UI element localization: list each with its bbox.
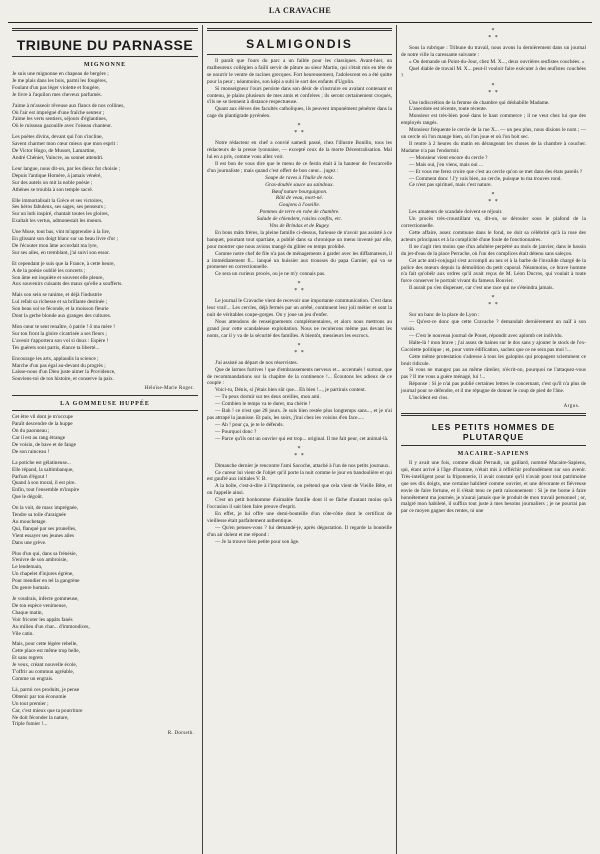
poem-line: Un tout premier ; [12,700,49,707]
poem-line: S'enivre de son ambroisie, [12,557,68,564]
paragraph: J'ai assisté au départ de nos réservistes. [215,359,298,366]
poem-line: André Chénier, Vaincre, au sonnet attendri. [12,154,104,161]
column-3 [396,25,590,854]
poem-line: Quand à son moral, il est pire. [12,480,76,487]
separator-stars: * * * [294,281,305,295]
poem-title-mignonne: MIGNONNE [83,62,127,68]
poem-line: Sur ton front la gloire cicatrisée a ses fleurs ; [12,330,107,337]
paragraph: — Comment donc ! J'y vais bien, au cercle, puisque tu ma trouves rond. [409,175,562,182]
poem-line: Qui, flanqué par ses prunelles, [12,525,77,532]
section-title-tribune: TRIBUNE DU PARNASSE [16,37,194,53]
poem-line: Du genre humain. [12,585,51,592]
poem-line: Tendre sa toile d'araignée [12,512,66,519]
section-title-plutarque: LES PETITS HOMMES DE PLUTARQUE [431,421,556,442]
poem-line: Une Muse, tout bas, vint m'apprendre à la lire, [12,229,111,236]
column-2 [202,25,396,854]
poem-line: Obtenir par ton économie [12,693,67,700]
masthead-title: LA CRAVACHE [268,6,332,15]
poem-line: Chaque matin, [12,609,43,616]
paragraph: Ce cureur lui vient de l'objet qu'il porte la nuit comme le jour en bandoulière et qui est gaufré aux initiales V. B. [207,469,392,483]
poem-line: Exaltait les vertus, admonestait les mœurs. [12,218,103,225]
poem-line: Ses héros fabuleux, ses sages, ses penseurs ; [12,204,106,211]
poem-line: Au mouchetage. [12,518,47,525]
poem-line: Mon cœur te sent renaître, ô patrie ! ô ma mère ! [12,324,115,330]
paragraph: Quant aux élèves des facultés catholiques, ils peuvent impunément pénétrer dans la cage du plantigrade pyrénéen. [207,106,392,120]
poem-line: Parfum d'égout ! [12,473,48,480]
article-block [401,45,586,80]
divider [12,28,198,31]
divider [12,410,198,411]
paragraph: Que de larmes furtives ! que d'embrassements nerveux et... accentués ! surtout, que de recommandations sur la chapitre de la continence !... Écoutons les adieux de ce couple : [207,366,392,387]
paragraph: Nous attendons de renseignements complémentaires, et alors nous mettrons au grand jour cette scandaleuse exploitation. Nous ne reculerons même pas devant les noms, car il y va de la sécurité des familles. A bientôt, messieurs les escrocs. [207,319,392,339]
menu-item: Pommes de terre en robe de chambre. [259,209,340,216]
paragraph: Sur un banc de la place de Lyon : [409,312,480,319]
article-block [207,140,392,175]
poem-line: A de la poésie oublié les concerts ; [12,267,86,274]
columns [8,25,592,854]
paragraph: Réponse : Si je n'ai pas publié certaines lettres le concernant, c'est qu'il n'a plus de journal pour se défendre, et il me répugne de donner le coup de pied de l'âne. [401,381,586,395]
poem-line: Dont la gerbe blonde aux granges des cultures. [12,313,112,320]
paragraph: Comme notre chef de file n'a pas de ménagements à garder avec les diffamateurs, il a immédiatement fi... lanqué un huissier aux trousses du papa Garnier, qui va se promener en correctionnelle. [207,250,392,271]
paragraph: Ce n'est pas spirituel, mais c'est nature. [409,182,492,189]
article-block [207,230,392,278]
masthead [8,0,592,23]
paragraph: Si monseigneur l'ours persiste dans son désir de s'instruire en avalant contenant et contenu, je plains plusieurs de mes amis et confrères ; ils seront certainement croqués, s'ils ne se tiennent à distance respectueuse. [207,85,392,106]
poem-line: T'offrir au commun agréable, [12,669,75,676]
paragraph: Monsieur fréquente le cercle de la rue X... — un peu plus, nous disions le nom ; — un cercle où l'on mange bien, où l'on joue et où l'on boit sec. [401,127,586,141]
poem-line: Leur langue, nous dit-on, par les dieux fut choisie ; [12,165,121,172]
menu-list [207,175,392,230]
paragraph: — Qu'en penses-vous ? lui demandé-je, après dégustation. Il regarde la bouteille d'un air dolent et me répond : [207,524,392,538]
paragraph: C'est un petit bonhomme d'aimable famille dont il se fâche d'autant moins qu'à l'occasion il sait bien faire preuve d'esprit. [207,497,392,511]
poem-line: Souviens-toi de ton histoire, et conserve la paix. [12,376,114,383]
poem-line: Elle immortalisait la Grèce et ses victoires, [12,197,104,204]
paragraph: En bons mâts frères, la pleine famille ci-dessus, furieuse de n'avoir pas assisté à ce banquet, pourtant tout spartiate, a publié dans sa chronique un menu inventé par elle, pour montrer que nous avions mangé du gibier en temps prohibé. [207,229,392,250]
paragraph: Une indiscrétion de la femme de chambre qui déshabille Madame. [409,99,550,106]
paragraph: Cette même protestation s'adresse à tous les galopins qui propagent sciemment ce bruit ridicule. [401,353,586,367]
paragraph: Halte-là ! mon brave ; j'ai assez de haines sur le dos sans y ajouter le stock de l'ex-Cocolette politique ; et, pour votre édification, sachez que ce ne sera pas moi !... [401,339,586,353]
separator-stars: * * * [488,28,499,41]
article-block [401,460,586,515]
poem-line: Plus d'un qui, dans sa frénésie, [12,550,77,557]
poem-line: Cet être vil dont je m'occupe [12,414,73,421]
divider [207,54,392,55]
article-signature: Argus. [563,403,580,409]
article-block [207,360,392,443]
paragraph: Il rentre à 2 heures du matin en dérangeant les choses de la chambre à coucher. Madame n'a pas l'endormir. [401,140,586,154]
paragraph: Un procès très-croustillant va, dit-on, se dérouler sous le plafond de la correctionnelle. [401,216,586,230]
poem-line: Lui refait sa richesse et sa brillante destinée ; [12,299,108,306]
poem-line: Vient essayer ses jeunes ailes [12,532,75,539]
paragraph: En effet, je lui offre une demi-bouteille d'un côte-rôtie dont le certificat de vieillesse était parfaitement authentique. [207,510,392,524]
paragraph: A la boîte, c'est-à-dire à l'imprimerie, on prétend que cela vient de Vieille Bête, et on l'appelle ainsi. [207,483,392,497]
section-title-salmigondis: SALMIGONDIS [246,37,353,51]
poem-line: De son rainceau ! [12,448,50,455]
divider [401,445,586,446]
divider [12,56,198,57]
poem-line: En glissant son doigt blanc sur un beau livre d'or ; [12,236,118,243]
article-block [207,463,392,546]
separator-stars: * * * [488,192,499,206]
poem-line: Athènes se troubla à son temple sacré. [12,186,94,193]
paragraph: Dimanche dernier je rencontre l'ami Sacoche, attaché à l'un de nos petits journaux. [215,462,390,469]
paragraph: — Combien le temps va te durer, ma chérie ! [215,401,311,408]
column-1 [8,25,202,854]
paragraph: L'incident est clos. [409,395,449,402]
paragraph: Cet acte anti-conjugal s'est accompli au nez et à la barbe de l'invalide chargé de la police des mœurs depuis la démolition du petit caporal. Néanmoins, ce brave homme n'a fait qu'obéir aux ordres qu'il avait reçus de M. Léon Ducros, qui voulait à toute force conserver le portrait vivant du fameux Bouvier. [401,257,586,285]
poem-line: Je suis une mignonne en chapeau de bergère ; [12,71,109,77]
poem-line: Je veux, créant nouvelle école, [12,662,78,669]
poem-title-gommeuse: LA GOMMEUSE HUPPÉE [60,401,150,408]
paragraph: « On demande un Point-du-Jour, chez M. X..., deux ouvrières œufistes couchées. » [409,58,585,65]
poem-line: Marche d'un pas égal au-devant du progrès ; [12,362,106,369]
poem-line: Et cependant je suis que la France, à cette heure, [12,260,115,267]
poem-line: Au milieu d'un char... d'immondices, [12,623,90,630]
menu-item: Bœuf nature bourguignon. [271,188,328,195]
menu-item: Soupe de raves à l'huile de noix. [265,174,334,181]
poem-line: Son âme est inquiète et souvent elle pleure, [12,274,104,281]
poem-line: Cette place est même trop belle, [12,648,80,655]
paragraph: Il est bon de vous dire que le menu de ce festin était à la hauteur de l'escarcelle d'un journaliste ; mais quand c'est offert de bon cœur... jugez : [207,160,392,174]
poem-line: Les poètes divins, devant qui l'on s'incline, [12,134,103,141]
poem-line: Et sans regrets [12,655,43,662]
poem-line: Car il est au rang étrange [12,434,66,441]
poem-gommeuse [12,414,198,728]
paragraph: Cette affaire, assez commune dans le fond, ne doit sa célébrité qu'à la rose des acteurs principaux et à la complicité d'une foule de fonctionnaires. [401,230,586,243]
article-block [207,298,392,339]
poem-line: Que le dégoût. [12,494,44,501]
poem-line: Je voudrais, infecte gommeuse, [12,596,79,602]
poem-line: De voisin, de bave et de fange [12,441,76,448]
separator-stars: * * * [294,342,305,356]
divider [401,413,586,416]
poem-mignonne [12,71,198,383]
poem-line: Car, c'est mieux que ta pourriture [12,707,83,714]
poem-line: Pour mendier en tel la gangrène [12,578,80,585]
article-subtitle: MACAIRE-SAPIENS [457,450,530,457]
article-block [207,58,392,120]
divider [12,395,198,396]
paragraph: Le journal le Cravache vient de recevoir une importante communication. C'est dans leur vrai!... Les cercles, déjà fermés par un arrêté, continuent leur joli métier et sont la nuit de véritables coupe-gorges. On y joue un jeu d'enfer. [207,298,392,319]
poem-line: Voir fricoter les appâts fanés [12,616,73,623]
paragraph: Il ne s'agit rien moins que d'un adultère perpétré au mois de janvier, dans le bassin du jet-d'eau de la place Perrache, où l'un des complices était détenu sans saleçon. [401,243,586,257]
menu-item: Gras-double sauce au saindoux. [265,181,334,188]
poem-line: Ne doit féconder la nature, [12,714,69,721]
poem-line: Aux souvenirs cuisants des maux qu'elle a soufferts. [12,281,123,288]
poem-line: Foulant d'un pas léger violette et fougère, [12,84,100,91]
poem-line: Sur des autels on mit la noble poésie ; [12,179,93,186]
poem-line: De Victor Hugo, de Musset, Lamartine, [12,148,96,155]
paragraph: — Et vous me ferez croire que c'est au cercle qu'on se met dans des états pareils ? [409,168,583,175]
separator-stars: * * * [294,445,305,459]
paragraph: — Tu peux dormir sur tes deux oreilles, mon ami. [215,394,321,401]
poem-line: J'aime les verts sentiers, séjours d'églantines, [12,116,108,123]
menu-item: Goujons à l'oseille. [278,202,320,209]
menu-item: Salade de chiendent, raisins confits, etc. [256,216,343,223]
poem-line: Un chapelet d'injures égrène, [12,571,74,578]
poem-line: J'aime à m'asseoir rêveuse aux flancs de nos collines, [12,102,125,109]
poem-line: Mais son sein se ranime, et déjà l'industrie [12,292,102,299]
poem-line: Savent charmer mon cœur mieux que mon esprit : [12,141,118,148]
poem-line: Tes guérets sont partis, élance ta liberté... [12,344,100,351]
poem-line: Sur un luth inspiré, chantait toutes les gloires, [12,211,109,218]
paragraph: Il y avait une fois, comme disait Perrault, un gaillard, nommé Macaire-Sapiens, qui, étant arrivé à l'âge d'homme, n'était mis à réfléchir profondément sur son avenir. Très-intelligent pour la friponnerie, il avait constaté qu'il n'avait pour tout patrimoine que ses dix doigts, une certaine habileté comme ouvrier, et une dévorante et fiévreuse envie de faire fortune, et il s'était tenu ce petit raisonnement : Si je me borne à faire honnêtement ma journée, je n'aurai jamais que le produit de mon travail personnel ; or, malgré mon habileté, il suffira tout juste à mes besoins journaliers ; je ne pourrai pas par ce moyen gagner des rentes, ni une [401,459,586,515]
paragraph: Quel diable de travail M. X... peut-il vouloir faire exécuter à des œufistes couchées ? [401,65,586,79]
separator-stars: * * * [488,295,499,309]
poem-line: De l'écouter mon âme accordait ma lyre, [12,242,98,249]
poem-line: Depuis l'antique Homère, à jamais vénéré, [12,172,102,179]
paragraph: Les amateurs de scandale doivent se réjouir. [409,209,503,216]
poem-line: De ton espèce venimeuse, [12,602,68,609]
poem-line: Où l'air est imprégné d'une fraîche senteur ; [12,109,105,116]
poem-line: Triple fumier !... [12,721,48,728]
poem-line: Je me plais dans les bois, parmi les fougères, [12,77,108,84]
separator-stars: * * * [294,123,305,137]
paragraph: Voici-tu, Dénis, si j'étais bien sûr que... Eh bien !..., je partirais content. [215,387,366,394]
paragraph: Il aurait pu s'en dispenser, car c'est une race qui ne s'éteindra jamais. [409,285,554,292]
article-block [401,100,586,190]
poem-line: Dans une grève. [12,539,47,546]
paragraph: — Pourquoi donc ? [215,428,257,435]
paragraph: Il paraît que l'ours du parc a un faible pour les classiques. Avant-hier, un malheureux collégien a failli servir de pâture au sieur Martin, qui s'était mis en tête de se nourrir le ventre de racines grecques. Fort heureusement, l'adolescent en a été quitte pour la peur ; néanmoins, son képi a subi le sort des enfants d'Ugolin. [207,58,392,85]
poem-line: Enfin, tout l'ensemble m'inspire [12,487,80,494]
poem-line: Le lendemain, [12,564,43,571]
poem-line: Encourage les arts, applaudis la science ; [12,355,99,362]
poem-line: Je livre à l'aquilon mes cheveux parfumés. [12,91,102,98]
article-block [401,312,586,402]
paragraph: — Bah ! ce n'est que 28 jours. Je suis bien restée plus longtemps sans..., et je n'ai pas attrapé la jaunisse. Et puis, les soirs, j'irai chez les voisins d'en face..... [207,408,392,421]
poem-line: Là, parmi ces produits, je pense [12,686,80,693]
paragraph: — Ah ! pour ça, je te le défends. [215,421,284,428]
poem-line: Vile catin. [12,630,34,637]
paragraph: Si vous ne mangez pas au même râtelier, n'écrit-on, pourquoi ne l'attaquez-vous pas ? Il me vous a guère ménagé, lui !... [401,367,586,381]
poem-line: La potiche est gélatineuse... [12,459,71,466]
paragraph: — Je la trouve bien petite pour son âge. [215,538,300,545]
paragraph: Sous la rubrique : Tribune du travail, nous avons lu dernièrement dans un journal de notre ville la caressante suivante : [401,45,586,58]
paragraph: L'anecdote est récente, toute récente. [409,106,488,113]
menu-item: Rôti de veau, mort-né. [275,195,324,202]
paragraph: — Parce qu'ils ont un ouvrier qui est trop... original. Il me fait peur, cet animal-là. [215,435,389,442]
paragraph: — Mais oui, j'en viens, mais oui ... [409,161,483,168]
divider [207,28,392,31]
poem-signature: R. Dorseth. [167,731,194,737]
poem-line: Mais, pour cette légère rebelle, [12,641,78,648]
poem-line: Son beau sol se féconde, et la moisson fleurie [12,306,109,313]
poem-signature: Héloïse-Marie Roger. [144,386,194,392]
separator-stars: * * * [488,82,499,96]
poem-line: Laisse-nous d'un Dieu juste aimer la Providence, [12,369,116,376]
poem-line: On la voit, de masc imprégnée, [12,505,79,512]
paragraph: — C'est le nouveau journal de Pouet, répondit avec aplomb cet individu. [409,332,563,339]
poem-line: L'avenir t'apportera son vol si doux : Espère ! [12,337,109,344]
poem-line: Sur ses ailes, en tremblant, j'ai suivi son essor. [12,249,110,256]
paragraph: — Qu'est-ce donc que cette Cravache ? demandait dernièrement un naïf à son voisin. [401,319,586,332]
poem-line: On du paonneau ; [12,428,50,435]
article-block [401,209,586,292]
paragraph: — Monsieur vient encore du cercle ? [409,154,488,161]
poem-line: Paraît descendre de la huppe [12,421,73,428]
paragraph: Notre rédacteur en chef a convié samedi passé, chez l'illustre Bonillo, tous les rédacteurs de la presse lyonnaise, — excepté ceux de la morte Décentralisation. Mal lui en a pris, comme vous allez voir. [207,140,392,160]
paragraph: Ce sera un curieux procès, ou je ne m'y connais pas. [215,271,326,278]
poem-line: Comme un engrais. [12,675,54,682]
paragraph: Monsieur est très-bien posé dans le haut commerce ; il ne veut chez lui que des employés rangés. [401,113,586,127]
menu-item: Vins de Brindas et de Rugey. [269,223,330,230]
poem-line: Elle répand, la saltimbanque, [12,466,74,473]
poem-line: Où le ruisseau gazouille avec l'oiseau chanteur. [12,123,112,130]
